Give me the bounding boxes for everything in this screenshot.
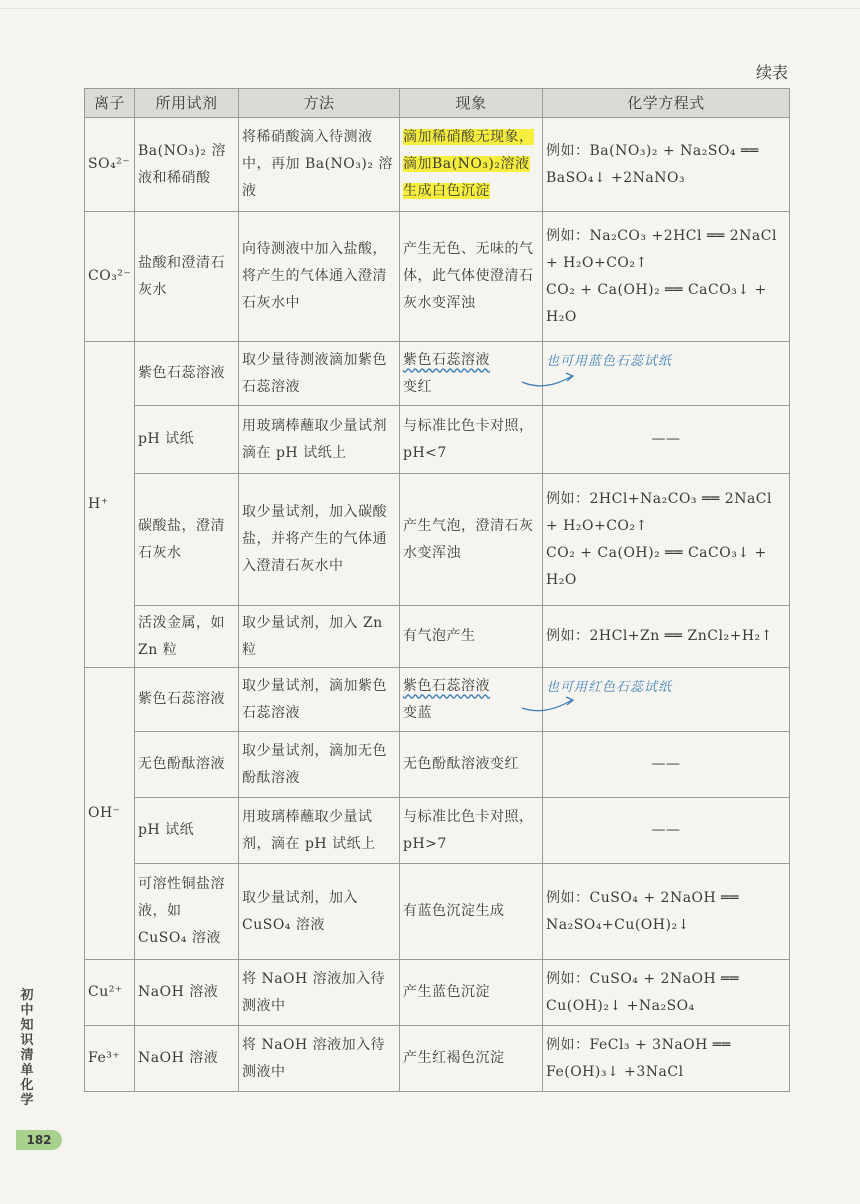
dash-placeholder: —— [651, 822, 681, 838]
reagent-cell: 可溶性铜盐溶液，如 CuSO₄ 溶液 [135, 864, 239, 960]
table-row-oh-copper [85, 864, 790, 960]
reagent-cell: 无色酚酞溶液 [135, 732, 239, 798]
phenomenon-cell: 有气泡产生 [400, 606, 543, 668]
phenomenon-cell: 无色酚酞溶液变红 [400, 732, 543, 798]
reagent-cell: pH 试纸 [135, 798, 239, 864]
equation-cell: 例如：Ba(NO₃)₂ + Na₂SO₄ ══ BaSO₄↓ +2NaNO₃ [543, 118, 790, 212]
table-row-so4 [85, 118, 790, 212]
annotation-arrow [520, 370, 580, 400]
method-cell: 将稀硝酸滴入待测液中，再加 Ba(NO₃)₂ 溶液 [239, 118, 400, 212]
table-row-cu [85, 960, 790, 1026]
ion-so4: SO₄²⁻ [85, 118, 135, 212]
phenomenon-cell: 产生红褐色沉淀 [400, 1026, 543, 1092]
equation-line: CO₂ + Ca(OH)₂ ══ CaCO₃↓ + H₂O [546, 281, 767, 325]
method-cell: 将 NaOH 溶液加入待测液中 [239, 960, 400, 1026]
wavy-underlined-phenomenon: 紫色石蕊溶液 [403, 677, 490, 694]
method-cell: 取少量试剂，加入 CuSO₄ 溶液 [239, 864, 400, 960]
table-row-h-metal [85, 606, 790, 668]
reagent-cell: NaOH 溶液 [135, 1026, 239, 1092]
reagent-cell: Ba(NO₃)₂ 溶液和稀硝酸 [135, 118, 239, 212]
annotation-arrow [520, 694, 580, 724]
table-header-row [85, 89, 790, 118]
equation-cell [543, 798, 790, 864]
table-row-h-litmus [85, 342, 790, 406]
ion-co3: CO₃²⁻ [85, 212, 135, 342]
phenomenon-cell: 与标准比色卡对照，pH<7 [400, 406, 543, 474]
method-cell: 用玻璃棒蘸取少量试剂，滴在 pH 试纸上 [239, 798, 400, 864]
header-reagent: 所用试剂 [135, 89, 239, 118]
table-row-oh-litmus [85, 668, 790, 732]
equation-cell [543, 474, 790, 606]
continued-label: 续表 [755, 63, 788, 82]
reagent-cell: NaOH 溶液 [135, 960, 239, 1026]
method-cell: 取少量试剂，滴加紫色石蕊溶液 [239, 668, 400, 732]
reagent-cell: 紫色石蕊溶液 [135, 342, 239, 406]
reagent-cell: 碳酸盐，澄清石灰水 [135, 474, 239, 606]
phenomenon-cell: 产生蓝色沉淀 [400, 960, 543, 1026]
equation-line: CO₂ + Ca(OH)₂ ══ CaCO₃↓ + H₂O [546, 544, 767, 588]
table-row-fe [85, 1026, 790, 1092]
phenomenon-cell [400, 118, 543, 212]
phenomenon-cell: 产生气泡，澄清石灰水变浑浊 [400, 474, 543, 606]
reagent-cell: 盐酸和澄清石灰水 [135, 212, 239, 342]
ion-oh: OH⁻ [85, 668, 135, 960]
ion-cu: Cu²⁺ [85, 960, 135, 1026]
equation-cell [543, 406, 790, 474]
table-row-h-ph [85, 406, 790, 474]
ion-fe: Fe³⁺ [85, 1026, 135, 1092]
phenomenon-result: 变红 [403, 378, 432, 395]
header-ion: 离子 [85, 89, 135, 118]
reagent-cell: 活泼金属，如 Zn 粒 [135, 606, 239, 668]
handwritten-note: 也可用红色石蕊试纸 [546, 680, 673, 695]
header-phenomenon: 现象 [400, 89, 543, 118]
equation-cell: 例如：CuSO₄ + 2NaOH ══ Na₂SO₄+Cu(OH)₂↓ [543, 864, 790, 960]
reagent-cell: 紫色石蕊溶液 [135, 668, 239, 732]
highlighted-phenomenon: 滴加稀硝酸无现象，滴加Ba(NO₃)₂溶液生成白色沉淀 [403, 129, 534, 199]
table-row-oh-ph [85, 798, 790, 864]
method-cell: 取少量试剂，加入碳酸盐，并将产生的气体通入澄清石灰水中 [239, 474, 400, 606]
phenomenon-cell: 与标准比色卡对照，pH>7 [400, 798, 543, 864]
wavy-underlined-phenomenon: 紫色石蕊溶液 [403, 351, 490, 368]
book-title-vertical: 初中知识清单 化学 [20, 988, 34, 1108]
reagent-cell: pH 试纸 [135, 406, 239, 474]
phenomenon-cell: 有蓝色沉淀生成 [400, 864, 543, 960]
top-edge-line [0, 8, 860, 9]
method-cell: 用玻璃棒蘸取少量试剂滴在 pH 试纸上 [239, 406, 400, 474]
header-method: 方法 [239, 89, 400, 118]
ion-test-table [84, 88, 790, 1092]
method-cell: 取少量待测液滴加紫色石蕊溶液 [239, 342, 400, 406]
equation-line: 例如：2HCl+Na₂CO₃ ══ 2NaCl + H₂O+CO₂↑ [546, 490, 772, 534]
header-equation: 化学方程式 [543, 89, 790, 118]
method-cell: 向待测液中加入盐酸，将产生的气体通入澄清石灰水中 [239, 212, 400, 342]
ion-h: H⁺ [85, 342, 135, 668]
equation-line: 例如：Na₂CO₃ +2HCl ══ 2NaCl + H₂O+CO₂↑ [546, 227, 777, 271]
table-row-oh-phenolphthalein [85, 732, 790, 798]
table-row-co3 [85, 212, 790, 342]
equation-cell: 例如：CuSO₄ + 2NaOH ══ Cu(OH)₂↓ +Na₂SO₄ [543, 960, 790, 1026]
method-cell: 将 NaOH 溶液加入待测液中 [239, 1026, 400, 1092]
equation-cell [543, 732, 790, 798]
table-row-h-carbonate [85, 474, 790, 606]
handwritten-note: 也可用蓝色石蕊试纸 [546, 354, 673, 369]
page-number: 182 [16, 1130, 62, 1150]
method-cell: 取少量试剂，滴加无色酚酞溶液 [239, 732, 400, 798]
equation-cell: 例如：2HCl+Zn ══ ZnCl₂+H₂↑ [543, 606, 790, 668]
method-cell: 取少量试剂，加入 Zn 粒 [239, 606, 400, 668]
equation-cell [543, 212, 790, 342]
dash-placeholder: —— [651, 756, 681, 772]
phenomenon-cell: 产生无色、无味的气体，此气体使澄清石灰水变浑浊 [400, 212, 543, 342]
dash-placeholder: —— [651, 431, 681, 447]
phenomenon-result: 变蓝 [403, 704, 432, 721]
equation-cell: 例如：FeCl₃ + 3NaOH ══ Fe(OH)₃↓ +3NaCl [543, 1026, 790, 1092]
